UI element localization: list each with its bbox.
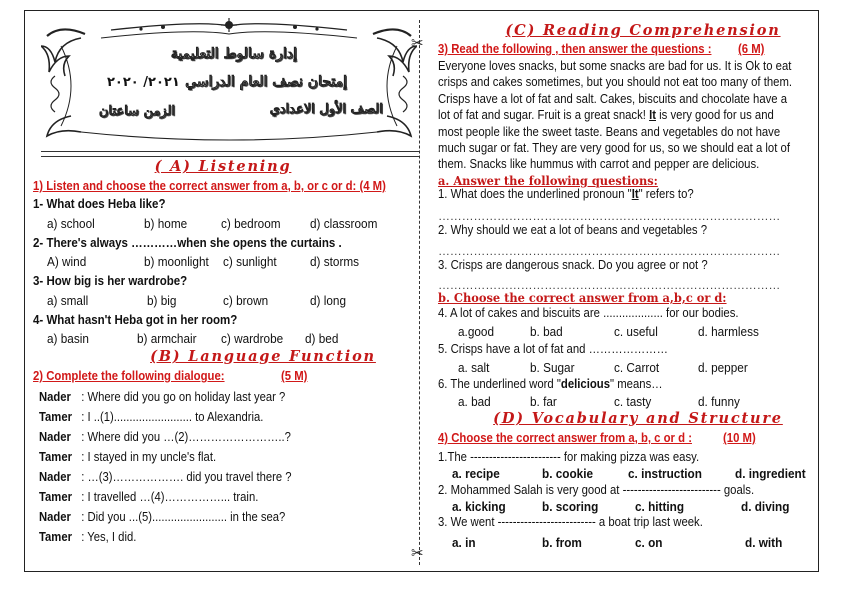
option[interactable]: c. Carrot bbox=[614, 360, 660, 375]
option[interactable]: c) wardrobe bbox=[221, 331, 284, 346]
reading-question-2: 2. Why should we eat a lot of beans and vegetables ? bbox=[438, 223, 708, 237]
listening-question-2: 2- There's always …………when she opens the curtains . bbox=[33, 235, 342, 250]
option[interactable]: d. diving bbox=[741, 499, 790, 514]
vocab-question-1: 1.The ------------------------ for making pizza was easy. bbox=[438, 450, 700, 464]
reading-passage: Everyone loves snacks, but some snacks are bad for us. It is Ok to eat crisps and cakes sometimes, but you should not eat too many of them. Crisps have a lot of fat and salt. Cakes, biscuits and chocolate have a lot of fat and sugar. Fruit is a great snack! It is very good for us and most people like the sweet taste. Beans and vegetables do not have much sugar or fat. They are very good for us, so we should eat a lot of them. Snacks like hummus with carrot and pepper are delicious. bbox=[438, 59, 793, 172]
answer-line[interactable]: …………………………………………………………………………… bbox=[438, 278, 781, 292]
section-c-instruction: 3) Read the following , then answer the questions : bbox=[438, 41, 712, 56]
dialogue-line: Tamer : I stayed in my uncle's flat. bbox=[39, 449, 217, 464]
reading-mcq-6: 6. The underlined word "delicious" means… bbox=[438, 377, 663, 391]
option[interactable]: c. tasty bbox=[614, 394, 652, 409]
dialogue-line: Tamer : I ..(1)......................... to Alexandria. bbox=[39, 409, 264, 424]
section-a-title: ( A) Listening bbox=[154, 158, 292, 175]
section-a-instruction: 1) Listen and choose the correct answer from a, b, or c or d: (4 M) bbox=[33, 178, 386, 193]
option[interactable]: c. hitting bbox=[635, 499, 685, 514]
header-time: الزمن ساعتان bbox=[99, 104, 176, 119]
option[interactable]: b. from bbox=[542, 535, 582, 550]
option[interactable]: a) school bbox=[47, 216, 95, 231]
dialogue-line: Nader : …(3)………………. did you travel there ? bbox=[39, 469, 292, 484]
section-b-title: (B) Language Function bbox=[150, 348, 376, 365]
dialogue-line: Nader : Where did you go on holiday last year ? bbox=[39, 389, 286, 404]
option[interactable]: c. instruction bbox=[628, 466, 702, 481]
option[interactable]: a. salt bbox=[458, 360, 490, 375]
option[interactable]: a. kicking bbox=[452, 499, 506, 514]
left-column bbox=[33, 10, 405, 570]
scissors-icon: ✂ bbox=[411, 35, 424, 52]
option[interactable]: b. Sugar bbox=[530, 360, 575, 375]
header-year: ٢٠٢١/ ٢٠٢٠ bbox=[107, 75, 180, 90]
dialogue-line: Nader : Did you ...(5)........................ in the sea? bbox=[39, 509, 286, 524]
option[interactable]: d) classroom bbox=[310, 216, 378, 231]
header-grade: الصف الأول الاعدادي bbox=[269, 102, 383, 117]
option[interactable]: d. harmless bbox=[698, 324, 759, 339]
dialogue-line: Tamer : I travelled …(4)……………... train. bbox=[39, 489, 259, 504]
section-c-marks: (6 M) bbox=[738, 41, 765, 56]
vocab-question-2: 2. Mohammed Salah is very good at -------------------------- goals. bbox=[438, 483, 755, 497]
option[interactable]: a) small bbox=[47, 293, 89, 308]
option[interactable]: d. funny bbox=[698, 394, 740, 409]
option[interactable]: b) armchair bbox=[137, 331, 197, 346]
option[interactable]: b. bad bbox=[530, 324, 563, 339]
option[interactable]: d. with bbox=[745, 535, 783, 550]
option[interactable]: a. recipe bbox=[452, 466, 500, 481]
dialogue-line: Nader : Where did you …(2)……………………..? bbox=[39, 429, 291, 444]
exam-header bbox=[41, 16, 417, 146]
option[interactable]: b) home bbox=[144, 216, 188, 231]
section-d-instruction: 4) Choose the correct answer from a, b, c or d : bbox=[438, 430, 692, 445]
section-c-title: (C) Reading Comprehension bbox=[505, 22, 781, 39]
header-exam-title: إمتحان نصف العام الدراسي bbox=[185, 74, 347, 90]
listening-question-1: 1- What does Heba like? bbox=[33, 196, 166, 211]
option[interactable]: a. bad bbox=[458, 394, 491, 409]
option[interactable]: b. cookie bbox=[542, 466, 594, 481]
reading-question-3: 3. Crisps are dangerous snack. Do you agree or not ? bbox=[438, 258, 708, 272]
section-b-instruction: 2) Complete the following dialogue: bbox=[33, 368, 225, 383]
header-administration: إدارة سالوط التعليمية bbox=[170, 46, 297, 62]
option[interactable]: a. in bbox=[452, 535, 476, 550]
option[interactable]: c) bedroom bbox=[221, 216, 281, 231]
answer-line[interactable]: …………………………………………………………………………… bbox=[438, 244, 781, 258]
answer-line[interactable]: …………………………………………………………………………… bbox=[438, 209, 781, 223]
section-d-marks: (10 M) bbox=[723, 430, 756, 445]
option[interactable]: c) brown bbox=[223, 293, 269, 308]
option[interactable]: d) storms bbox=[310, 254, 360, 269]
reading-question-1: 1. What does the underlined pronoun "It" refers to? bbox=[438, 187, 694, 201]
section-d-title: (D) Vocabulary and Structure bbox=[493, 410, 783, 427]
listening-question-3: 3- How big is her wardrobe? bbox=[33, 273, 188, 288]
option[interactable]: a.good bbox=[458, 324, 495, 339]
option[interactable]: a) basin bbox=[47, 331, 89, 346]
option[interactable]: b. scoring bbox=[542, 499, 599, 514]
page-divider bbox=[419, 20, 420, 565]
dialogue-line: Tamer : Yes, I did. bbox=[39, 529, 137, 544]
option[interactable]: d. ingredient bbox=[735, 466, 806, 481]
option[interactable]: d) bed bbox=[305, 331, 339, 346]
option[interactable]: d. pepper bbox=[698, 360, 748, 375]
answer-questions-heading: a. Answer the following questions: bbox=[438, 173, 658, 188]
right-column bbox=[438, 10, 808, 570]
reading-mcq-5: 5. Crisps have a lot of fat and ………………… bbox=[438, 342, 668, 356]
option[interactable]: A) wind bbox=[47, 254, 87, 269]
vocab-question-3: 3. We went -------------------------- a boat trip last week. bbox=[438, 515, 703, 529]
option[interactable]: c. useful bbox=[614, 324, 658, 339]
scissors-icon: ✂ bbox=[411, 545, 424, 562]
reading-mcq-4: 4. A lot of cakes and biscuits are ................... for our bodies. bbox=[438, 306, 739, 320]
option[interactable]: c) sunlight bbox=[223, 254, 277, 269]
option[interactable]: c. on bbox=[635, 535, 663, 550]
option[interactable]: b) moonlight bbox=[144, 254, 209, 269]
section-b-marks: (5 M) bbox=[281, 368, 308, 383]
header-separator bbox=[41, 151, 419, 157]
option[interactable]: b) big bbox=[147, 293, 177, 308]
listening-question-4: 4- What hasn't Heba got in her room? bbox=[33, 312, 238, 327]
option[interactable]: b. far bbox=[530, 394, 557, 409]
choose-answer-heading: b. Choose the correct answer from a,b,c or d: bbox=[438, 290, 727, 305]
option[interactable]: d) long bbox=[310, 293, 347, 308]
